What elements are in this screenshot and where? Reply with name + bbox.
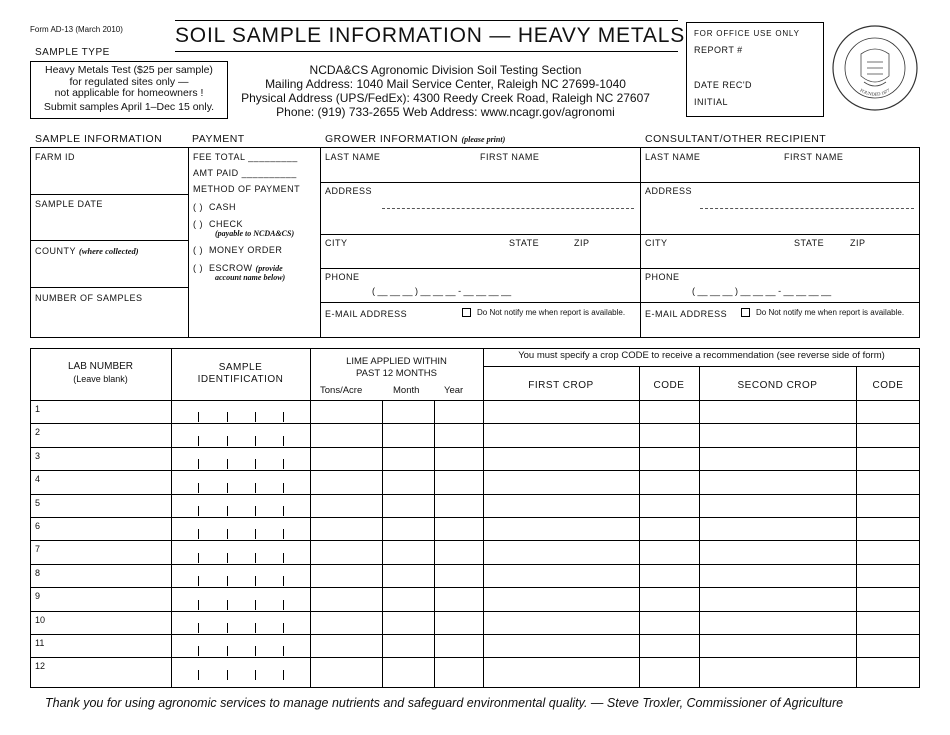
month-header: Month bbox=[393, 385, 420, 396]
sample-type-line3: not applicable for homeowners ! bbox=[54, 87, 204, 99]
lime-header bbox=[310, 356, 483, 380]
consultant-last-name-field[interactable]: LAST NAME bbox=[645, 152, 701, 162]
seal-emblem bbox=[861, 49, 889, 86]
sample-type-line4: Submit samples April 1–Dec 15 only. bbox=[43, 100, 215, 113]
payment-escrow-option[interactable] bbox=[193, 263, 283, 273]
consultant-zip-field[interactable]: ZIP bbox=[850, 238, 866, 248]
sample-id-char-tick bbox=[283, 646, 284, 656]
county-label: COUNTY bbox=[35, 246, 76, 256]
row-divider bbox=[30, 423, 920, 424]
row-divider bbox=[30, 540, 920, 541]
grower-first-name-field[interactable]: FIRST NAME bbox=[480, 152, 540, 162]
sample-id-char-tick bbox=[227, 646, 228, 656]
sample-id-char-tick bbox=[227, 436, 228, 446]
escrow-label: ESCROW bbox=[209, 263, 253, 273]
grower-email-field[interactable]: E-MAIL ADDRESS bbox=[325, 309, 408, 319]
sample-table bbox=[30, 348, 920, 688]
row-number: 11 bbox=[35, 638, 45, 648]
grower-zip-field[interactable]: ZIP bbox=[574, 238, 590, 248]
sample-id-char-tick bbox=[198, 529, 199, 539]
sample-id-char-tick bbox=[283, 506, 284, 516]
sample-id-char-tick bbox=[227, 670, 228, 680]
row-divider bbox=[30, 587, 920, 588]
grower-state-field[interactable]: STATE bbox=[509, 238, 540, 248]
payment-check-option[interactable] bbox=[193, 219, 243, 229]
payment-cash-option[interactable] bbox=[193, 202, 236, 212]
consultant-phone-label: PHONE bbox=[645, 272, 680, 282]
sample-id-char-tick bbox=[255, 483, 256, 493]
sample-id-title1: SAMPLE bbox=[218, 362, 263, 373]
sample-id-char-tick bbox=[255, 412, 256, 422]
check-label: CHECK bbox=[209, 219, 244, 229]
section-consultant: CONSULTANT/OTHER RECIPIENT bbox=[645, 133, 827, 145]
sample-id-char-tick bbox=[283, 483, 284, 493]
grower-city-field[interactable]: CITY bbox=[325, 238, 348, 248]
sample-id-char-tick bbox=[283, 459, 284, 469]
sample-id-char-tick bbox=[283, 576, 284, 586]
row-number: 5 bbox=[35, 497, 41, 508]
sample-id-char-tick bbox=[255, 506, 256, 516]
row-divider bbox=[30, 657, 920, 658]
row-divider bbox=[30, 564, 920, 565]
escrow-checkbox[interactable]: ( ) bbox=[193, 263, 203, 273]
office-use-box bbox=[686, 22, 824, 117]
sample-id-char-tick bbox=[283, 412, 284, 422]
sample-id-char-tick bbox=[255, 529, 256, 539]
sample-id-char-tick bbox=[198, 623, 199, 633]
office-report: REPORT # bbox=[694, 45, 743, 55]
sample-id-header bbox=[171, 362, 310, 386]
section-sample-info: SAMPLE INFORMATION bbox=[35, 133, 163, 145]
sample-id-char-tick bbox=[255, 623, 256, 633]
sample-id-char-tick bbox=[255, 646, 256, 656]
sample-type-label: SAMPLE TYPE bbox=[35, 47, 110, 58]
form-id: Form AD-13 (March 2010) bbox=[30, 25, 123, 34]
footer-quote: Thank you for using agronomic services to manage nutrients and safeguard environmental quality. — Steve Troxler, Commissioner of Agriculture bbox=[45, 696, 844, 710]
title-bar bbox=[175, 20, 685, 52]
tons-header: Tons/Acre bbox=[320, 385, 363, 396]
grower-heading-note: (please print) bbox=[461, 135, 506, 144]
seal-top-text bbox=[831, 24, 919, 25]
cash-checkbox[interactable]: ( ) bbox=[193, 202, 203, 212]
agency-contact: Phone: (919) 733-2655 Web Address: www.ncagr.gov/agronomi bbox=[276, 105, 615, 119]
sample-id-char-tick bbox=[255, 436, 256, 446]
grower-phone-label: PHONE bbox=[325, 272, 360, 282]
row-divider bbox=[30, 494, 920, 495]
sample-id-char-tick bbox=[198, 576, 199, 586]
first-code-header: CODE bbox=[653, 380, 685, 391]
sample-id-char-tick bbox=[198, 670, 199, 680]
payment-method-label: METHOD OF PAYMENT bbox=[193, 184, 301, 194]
first-crop-header: FIRST CROP bbox=[528, 380, 594, 391]
county-note: (where collected) bbox=[78, 246, 139, 256]
row-divider bbox=[30, 447, 920, 448]
agency-physical: Physical Address (UPS/FedEx): 4300 Reedy Creek Road, Raleigh NC 27607 bbox=[241, 91, 650, 105]
escrow-note2: account name below) bbox=[215, 273, 286, 282]
payment-money-order-option[interactable] bbox=[193, 245, 282, 255]
row-divider bbox=[30, 470, 920, 471]
office-date: DATE REC'D bbox=[694, 80, 753, 90]
farm-id-field[interactable]: FARM ID bbox=[35, 152, 76, 162]
row-number: 12 bbox=[35, 661, 46, 672]
cash-label: CASH bbox=[209, 202, 237, 212]
consultant-notify-label: Do Not notify me when report is available. bbox=[756, 308, 905, 317]
sample-id-char-tick bbox=[255, 553, 256, 563]
consultant-first-name-field[interactable]: FIRST NAME bbox=[784, 152, 844, 162]
page-title: SOIL SAMPLE INFORMATION — HEAVY METALS bbox=[175, 24, 685, 47]
lab-number-title: LAB NUMBER bbox=[67, 361, 133, 372]
sample-id-char-tick bbox=[227, 576, 228, 586]
sample-type-line2: for regulated sites only — bbox=[69, 75, 189, 88]
lime-title1: LIME APPLIED WITHIN bbox=[346, 356, 447, 367]
grower-phone-field[interactable]: ( __ __ __ ) __ __ __ - __ __ __ __ bbox=[372, 286, 512, 296]
sample-id-char-tick bbox=[227, 483, 228, 493]
sample-id-char-tick bbox=[227, 553, 228, 563]
seal-bottom-path: FOUNDED 1877 bbox=[859, 87, 891, 97]
row-divider bbox=[30, 611, 920, 612]
grower-notify-checkbox[interactable] bbox=[462, 308, 471, 317]
sample-id-title2: IDENTIFICATION bbox=[197, 374, 284, 385]
sample-id-char-tick bbox=[255, 459, 256, 469]
escrow-note1: (provide bbox=[255, 264, 283, 273]
sample-id-char-tick bbox=[227, 412, 228, 422]
office-initial: INITIAL bbox=[694, 97, 729, 107]
sample-id-char-tick bbox=[227, 506, 228, 516]
agency-name: NCDA&CS Agronomic Division Soil Testing Section bbox=[309, 63, 582, 77]
agency-block bbox=[228, 63, 663, 119]
sample-id-char-tick bbox=[198, 483, 199, 493]
grower-heading: GROWER INFORMATION bbox=[325, 133, 459, 145]
sample-type-box bbox=[30, 61, 228, 119]
sample-type-line1: Heavy Metals Test ($25 per sample) bbox=[45, 64, 213, 76]
section-payment: PAYMENT bbox=[192, 133, 245, 145]
sample-id-char-tick bbox=[198, 436, 199, 446]
row-number: 6 bbox=[35, 521, 41, 531]
fee-total-field[interactable]: FEE TOTAL _________ bbox=[193, 152, 298, 162]
row-number: 10 bbox=[35, 614, 46, 625]
sample-id-char-tick bbox=[198, 412, 199, 422]
sample-id-char-tick bbox=[198, 600, 199, 610]
lab-number-note: (Leave blank) bbox=[73, 374, 128, 384]
row-divider bbox=[30, 634, 920, 635]
section-grower bbox=[325, 133, 505, 145]
lab-number-header bbox=[30, 361, 171, 385]
amt-paid-field[interactable]: AMT PAID __________ bbox=[193, 168, 297, 178]
sample-id-char-tick bbox=[227, 623, 228, 633]
sample-id-char-tick bbox=[227, 600, 228, 610]
row-number: 3 bbox=[35, 450, 41, 461]
sample-id-char-tick bbox=[255, 600, 256, 610]
sample-id-char-tick bbox=[198, 459, 199, 469]
row-number: 9 bbox=[35, 591, 41, 602]
consultant-state-field[interactable]: STATE bbox=[794, 238, 825, 248]
sample-id-char-tick bbox=[283, 436, 284, 446]
money-order-label: MONEY ORDER bbox=[209, 245, 283, 255]
second-crop-header: SECOND CROP bbox=[737, 380, 818, 391]
grower-address-field[interactable]: ADDRESS bbox=[325, 186, 373, 196]
consultant-notify-checkbox[interactable] bbox=[741, 308, 750, 317]
sample-id-char-tick bbox=[283, 623, 284, 633]
crop-code-note: You must specify a crop CODE to receive a recommendation (see reverse side of form) bbox=[518, 350, 885, 361]
grower-notify-label: Do Not notify me when report is available. bbox=[477, 308, 626, 317]
consultant-email-field[interactable]: E-MAIL ADDRESS bbox=[645, 309, 728, 319]
sample-id-char-tick bbox=[283, 553, 284, 563]
year-header: Year bbox=[444, 385, 464, 396]
money-order-checkbox[interactable]: ( ) bbox=[193, 245, 203, 255]
row-number: 1 bbox=[35, 404, 41, 414]
sample-id-char-tick bbox=[283, 670, 284, 680]
row-divider bbox=[30, 517, 920, 518]
sample-date-field[interactable]: SAMPLE DATE bbox=[35, 199, 103, 209]
check-note: (payable to NCDA&CS) bbox=[215, 229, 295, 238]
sample-id-char-tick bbox=[283, 600, 284, 610]
sample-id-char-tick bbox=[198, 646, 199, 656]
consultant-city-field[interactable]: CITY bbox=[645, 238, 668, 248]
sample-id-char-tick bbox=[227, 529, 228, 539]
consultant-phone-field[interactable]: ( __ __ __ ) __ __ __ - __ __ __ __ bbox=[692, 286, 832, 296]
num-samples-field[interactable]: NUMBER OF SAMPLES bbox=[35, 293, 143, 303]
row-number: 7 bbox=[35, 544, 41, 555]
consultant-address-field[interactable]: ADDRESS bbox=[645, 186, 693, 196]
lime-title2: PAST 12 MONTHS bbox=[356, 368, 437, 379]
grower-last-name-field[interactable]: LAST NAME bbox=[325, 152, 381, 162]
row-number: 4 bbox=[35, 474, 41, 485]
sample-id-char-tick bbox=[227, 459, 228, 469]
office-title: FOR OFFICE USE ONLY bbox=[694, 29, 800, 38]
second-code-header: CODE bbox=[872, 380, 904, 391]
department-seal bbox=[831, 24, 919, 112]
row-number: 8 bbox=[35, 567, 41, 578]
row-number: 2 bbox=[35, 427, 41, 438]
agency-mailing: Mailing Address: 1040 Mail Service Center, Raleigh NC 27699-1040 bbox=[265, 77, 626, 91]
sample-id-char-tick bbox=[255, 576, 256, 586]
sample-id-char-tick bbox=[198, 553, 199, 563]
sample-id-char-tick bbox=[283, 529, 284, 539]
check-checkbox[interactable]: ( ) bbox=[193, 219, 203, 229]
sample-id-char-tick bbox=[198, 506, 199, 516]
county-field[interactable] bbox=[35, 246, 139, 256]
sample-id-char-tick bbox=[255, 670, 256, 680]
